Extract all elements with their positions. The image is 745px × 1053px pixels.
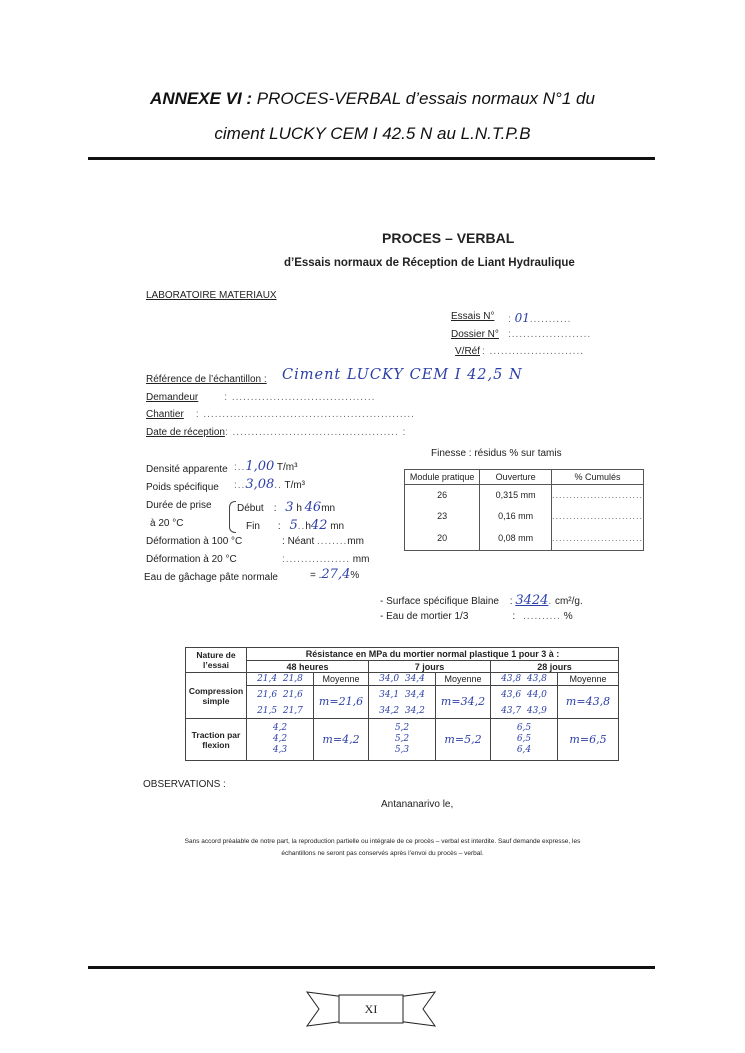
resistance-table (185, 647, 619, 761)
lab-name: LABORATOIRE MATERIAUX (146, 290, 277, 301)
moyenne-header: Moyenne (558, 673, 619, 686)
finesse-header-module: Module pratique (405, 470, 480, 485)
compression-28j-mean: m=43,8 (558, 686, 619, 719)
finesse-ouverture: 0,315 mm (480, 485, 552, 506)
finesse-title: Finesse : résidus % sur tamis (431, 448, 562, 459)
annex-label: ANNEXE VI : (150, 89, 253, 108)
annex-title-line-1 (0, 89, 745, 109)
page-number: XI (364, 1002, 378, 1016)
blaine-label: - Surface spécifique Blaine (380, 596, 499, 607)
essais-number: 01 (514, 311, 530, 325)
poids-unit: T/m³ (284, 480, 306, 491)
essais-label: Essais N° (451, 311, 495, 322)
compression-7j-row-3: 34,2 34,2 (369, 705, 436, 719)
debut-hours: 3 (285, 500, 294, 515)
vref-label: V/Réf (455, 346, 481, 357)
poids-value: 3,08 (245, 477, 275, 492)
compression-48h-row-2: 21,6 21,6 (247, 686, 314, 705)
compression-7j-mean: m=34,2 (436, 686, 491, 719)
finesse-module: 20 (405, 527, 480, 551)
finesse-module: 23 (405, 506, 480, 527)
scanned-proces-verbal: PROCES – VERBAL d’Essais normaux de Réception de Liant Hydraulique LABORATOIRE MATERIAUX Essais N° : 01........... Dossier N° :..................... V/Réf : ......................... Référence de l’échantillon : Ciment LUCKY CEM I 42,5 N Demandeur : ...................................... Chantier : ........................................................ Date de réception: ............................................ : Densité apparente :..1,00 T/m³ Poids spécifique :..3,08.. T/m³ Durée de prise à 20 °C Début : 3 h 46mn Fin : 5..h42 mn Déformation à 100 °C : Néant ........mm Déformation à 20 °C :................. mm Eau de gâchage pâte normale = .27,4% Finesse : résidus % sur tamis Module pratique Ouverture % Cumulés 26 0,315 mm .......................... 23 0,16 mm .......................... 20 0,08 mm .......................... - Surface spécifique Blaine : 3424. cm²/g. - Eau de mortier 1/3 : .......... % Nature de l’essai Résistance en MPa du mortier normal plastique 1 pour 3 à : 48 heures 7 jours 28 jours Compression simple 21,4 21,8 Moyenne 34,0 34,4 Moyenne 43,8 43,8 Moyenne 21,6 21,6 m=21,6 34,1 34,4 m=34,2 43,6 44,0 m=43,8 21,5 21,7 34,2 34,2 43,7 43,9 Traction par flexion 4,2 4,2 4,3 m=4,2 5,2 5,2 5,3 m=5,2 6,5 6,5 6,4 m=6,5 OBSERVATIONS : Antananarivo le, Sans accord préalable de notre part, la reproduction partielle ou intégrale de ce procès – verbal est interdite. Sauf demande expresse, les échantillons ne seront pas conservés après l’envoi du procès – verbal. (110, 178, 655, 858)
duree-temperature: à 20 °C (150, 518, 184, 529)
eau-gachage-label: Eau de gâchage pâte normale (144, 572, 278, 583)
date-reception-label: Date de réception (146, 427, 225, 438)
compression-28j-row-3: 43,7 43,9 (491, 705, 558, 719)
deformation-100-value: Néant (287, 536, 315, 547)
demandeur-label: Demandeur (146, 392, 199, 403)
place-date: Antananarivo le, (381, 799, 454, 810)
finesse-header-ouverture: Ouverture (480, 470, 552, 485)
deformation-20-label: Déformation à 20 °C (146, 554, 237, 565)
compression-28j-row-1: 43,8 43,8 (491, 673, 558, 686)
chantier-label: Chantier (146, 409, 184, 420)
fin-label: Fin (246, 521, 260, 532)
period-7j: 7 jours (369, 661, 491, 673)
traction-28j-values: 6,5 6,5 6,4 (491, 719, 558, 761)
doc-subtitle: d’Essais normaux de Réception de Liant Hydraulique (284, 257, 575, 269)
compression-label: Compression simple (186, 673, 247, 719)
densite-unit: T/m³ (276, 462, 298, 473)
compression-48h-mean: m=21,6 (314, 686, 369, 719)
compression-7j-row-2: 34,1 34,4 (369, 686, 436, 705)
finesse-module: 26 (405, 485, 480, 506)
resistance-header: Résistance en MPa du mortier normal plastique 1 pour 3 à : (247, 648, 619, 661)
reference-label: Référence de l’échantillon : (146, 374, 267, 385)
dossier-label: Dossier N° (451, 329, 499, 340)
traction-label: Traction par flexion (186, 719, 247, 761)
doc-title: PROCES – VERBAL (382, 230, 515, 246)
compression-7j-row-1: 34,0 34,4 (369, 673, 436, 686)
debut-label: Début (237, 503, 264, 514)
period-28j: 28 jours (491, 661, 619, 673)
duree-label: Durée de prise (146, 500, 212, 511)
reference-value: Ciment LUCKY CEM I 42,5 N (282, 367, 523, 383)
nature-header: Nature de l’essai (186, 648, 247, 673)
traction-7j-values: 5,2 5,2 5,3 (369, 719, 436, 761)
compression-48h-row-3: 21,5 21,7 (247, 705, 314, 719)
traction-7j-mean: m=5,2 (436, 719, 491, 761)
compression-48h-row-1: 21,4 21,8 (247, 673, 314, 686)
debut-minutes: 46 (304, 500, 322, 515)
eau-mortier-label: - Eau de mortier 1/3 (380, 611, 469, 622)
fin-hours: 5 (289, 518, 298, 533)
eau-gachage-value: 27,4 (321, 567, 351, 582)
finesse-table: Module pratique Ouverture % Cumulés 26 0,315 mm .......................... 23 0,16 mm .......................... 20 0,08 mm .......................... (404, 469, 644, 551)
annex-title-rest: PROCES-VERBAL d’essais normaux N°1 du (252, 89, 595, 108)
moyenne-header: Moyenne (436, 673, 491, 686)
blaine-unit: cm²/g. (554, 596, 583, 607)
blaine-value: 3424 (515, 593, 549, 608)
traction-48h-mean: m=4,2 (314, 719, 369, 761)
poids-label: Poids spécifique (146, 482, 219, 493)
finesse-header-cumules: % Cumulés (551, 470, 643, 485)
compression-28j-row-2: 43,6 44,0 (491, 686, 558, 705)
moyenne-header: Moyenne (314, 673, 369, 686)
footer-note: Sans accord préalable de notre part, la reproduction partielle ou intégrale de ce procès – verbal est interdite. Sauf demande expresse, les échantillons ne seront pas conservés après l’envoi du procès – verbal. (184, 838, 581, 857)
densite-label: Densité apparente (146, 464, 228, 475)
footer-rule (88, 966, 655, 969)
fin-minutes: 42 (310, 518, 328, 533)
traction-28j-mean: m=6,5 (558, 719, 619, 761)
deformation-100-label: Déformation à 100 °C (146, 536, 243, 547)
finesse-ouverture: 0,08 mm (480, 527, 552, 551)
finesse-ouverture: 0,16 mm (480, 506, 552, 527)
page-number-badge (305, 989, 437, 1029)
observations-label: OBSERVATIONS : (143, 779, 226, 790)
traction-48h-values: 4,2 4,2 4,3 (247, 719, 314, 761)
annex-title-line-2: ciment LUCKY CEM I 42.5 N au L.N.T.P.B (214, 124, 531, 143)
brace (229, 501, 236, 533)
header-rule (88, 157, 655, 160)
densite-value: 1,00 (245, 459, 275, 474)
period-48h: 48 heures (247, 661, 369, 673)
